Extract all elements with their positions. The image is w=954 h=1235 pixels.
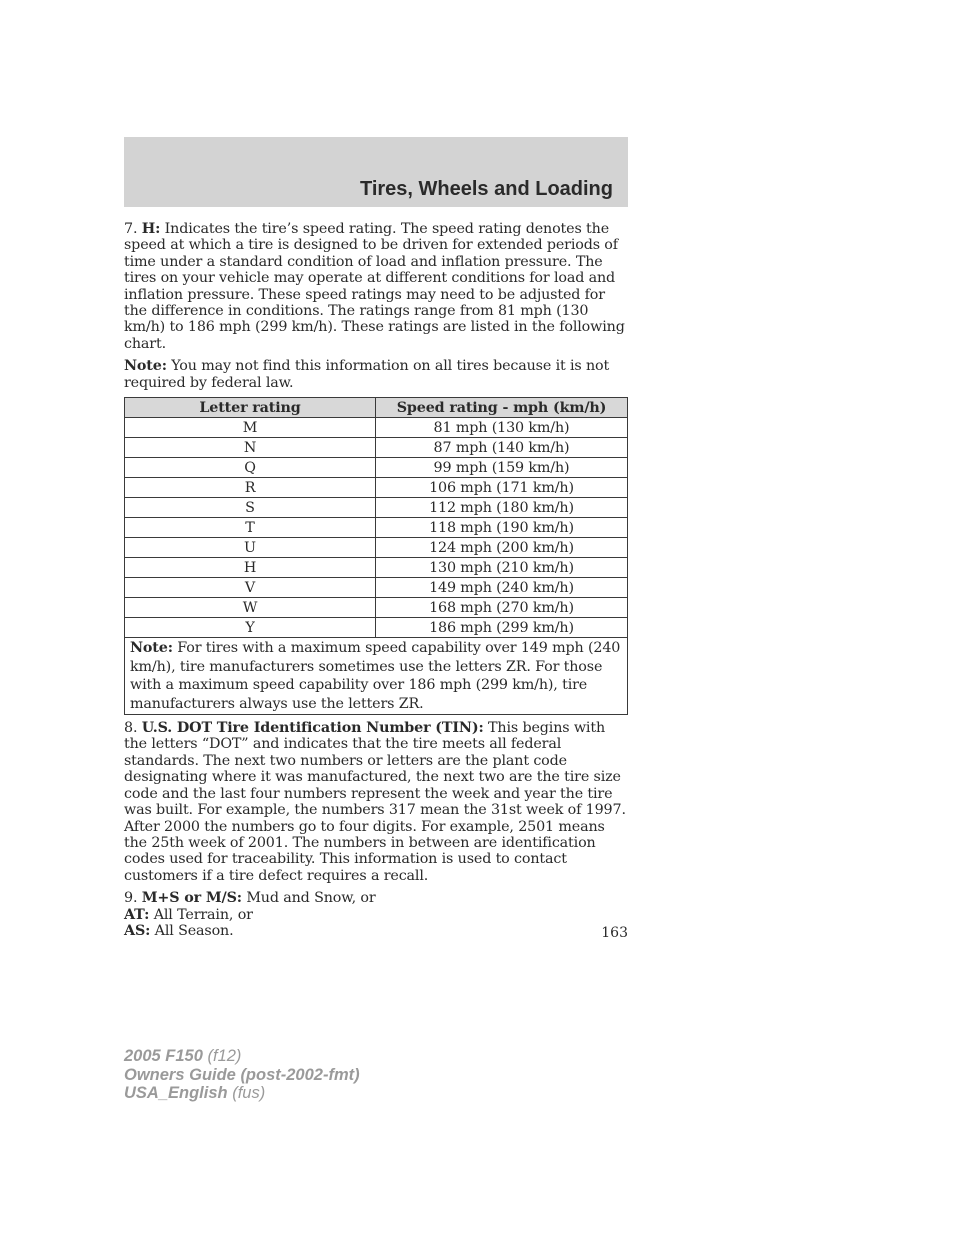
table-row <box>125 538 628 558</box>
letter-cell: R <box>125 478 376 498</box>
footer-line <box>124 1084 360 1103</box>
speed-cell: 112 mph (180 km/h) <box>376 498 628 518</box>
item-9-label: AT: <box>124 906 150 923</box>
document-footer <box>124 1047 360 1103</box>
page-number: 163 <box>601 925 628 941</box>
footer-language-code: (fus) <box>232 1084 266 1102</box>
table-row <box>125 418 628 438</box>
table-note-cell <box>125 638 628 715</box>
speed-cell: 87 mph (140 km/h) <box>376 438 628 458</box>
letter-cell: S <box>125 498 376 518</box>
column-header-speed-rating: Speed rating - mph (km/h) <box>376 398 628 418</box>
item-7-label: H: <box>141 221 161 237</box>
item-9-label: AS: <box>124 922 151 939</box>
table-row <box>125 618 628 638</box>
table-row <box>125 438 628 458</box>
table-row <box>125 498 628 518</box>
table-note-row <box>125 638 628 715</box>
letter-cell: H <box>125 558 376 578</box>
speed-cell: 149 mph (240 km/h) <box>376 578 628 598</box>
item-9-number: 9. <box>124 890 138 907</box>
letter-cell: M <box>125 418 376 438</box>
speed-rating-table <box>124 397 628 715</box>
table-note-label: Note: <box>130 640 173 657</box>
speed-cell: 124 mph (200 km/h) <box>376 538 628 558</box>
speed-cell: 99 mph (159 km/h) <box>376 458 628 478</box>
speed-cell: 81 mph (130 km/h) <box>376 418 628 438</box>
letter-cell: N <box>125 438 376 458</box>
table-row <box>125 478 628 498</box>
section-header-band <box>124 137 628 207</box>
item-9-text: All Season. <box>154 922 234 939</box>
item-9-block <box>124 890 629 939</box>
speed-cell: 106 mph (171 km/h) <box>376 478 628 498</box>
letter-cell: U <box>125 538 376 558</box>
item-9-text: All Terrain, or <box>153 906 253 923</box>
speed-cell: 168 mph (270 km/h) <box>376 598 628 618</box>
item-9-label: M+S or M/S: <box>141 890 242 907</box>
item-8-text: This begins with the letters “DOT” and indicates that the tire meets all federal standards. The next two numbers or letters are the plant code designating where it was manufactured, the next two are the tire size code and the last four numbers represent the week and year the tire was built. For example, the numbers 317 mean the 31st week of 1997. After 2000 the numbers go to four digits. For example, 2501 means the 25th week of 2001. The numbers in between are identification codes used for traceability. This information is used to contact customers if a tire defect requires a recall. <box>124 720 626 884</box>
column-header-letter-rating: Letter rating <box>125 398 376 418</box>
item-8-label: U.S. DOT Tire Identification Number (TIN): <box>141 720 484 737</box>
table-note-text: For tires with a maximum speed capability over 149 mph (240 km/h), tire manufacturers sometimes use the letters ZR. For those with a maximum speed capability over 186 mph (299 km/h), tire manufacturers always use the letters ZR. <box>130 640 621 712</box>
item-8-number: 8. <box>124 720 138 737</box>
item-9-line <box>124 907 629 923</box>
note-text: You may not find this information on all tires because it is not required by federal law. <box>124 358 610 391</box>
note-paragraph <box>124 358 629 391</box>
footer-model-code: (f12) <box>207 1047 242 1065</box>
table-header-row <box>125 398 628 418</box>
speed-cell: 130 mph (210 km/h) <box>376 558 628 578</box>
item-9-text: Mud and Snow, or <box>246 890 376 907</box>
speed-cell: 186 mph (299 km/h) <box>376 618 628 638</box>
footer-line <box>124 1047 360 1066</box>
footer-line <box>124 1066 360 1085</box>
table-row <box>125 558 628 578</box>
section-title: Tires, Wheels and Loading <box>359 178 613 200</box>
note-label: Note: <box>124 358 167 375</box>
footer-language: USA_English <box>124 1084 228 1102</box>
item-9-line <box>124 890 629 906</box>
letter-cell: T <box>125 518 376 538</box>
letter-cell: Y <box>125 618 376 638</box>
item-7-text: Indicates the tire’s speed rating. The speed rating denotes the speed at which a tire is designed to be driven for extended periods of time under a standard condition of load and inflation pressure. The tires on your vehicle may operate at different conditions for load and inflation pressure. These speed ratings may need to be adjusted for the difference in conditions. The ratings range from 81 mph (130 km/h) to 186 mph (299 km/h). These ratings are listed in the following chart. <box>124 221 625 352</box>
letter-cell: W <box>125 598 376 618</box>
page-content <box>124 221 629 939</box>
letter-cell: V <box>125 578 376 598</box>
table-row <box>125 578 628 598</box>
item-9-line <box>124 923 629 939</box>
table-row <box>125 458 628 478</box>
table-row <box>125 598 628 618</box>
item-7-number: 7. <box>124 221 138 237</box>
speed-cell: 118 mph (190 km/h) <box>376 518 628 538</box>
footer-guide-name: Owners Guide (post-2002-fmt) <box>124 1065 360 1084</box>
letter-cell: Q <box>125 458 376 478</box>
item-7-paragraph <box>124 221 629 352</box>
item-8-paragraph <box>124 720 629 884</box>
table-row <box>125 518 628 538</box>
footer-model: 2005 F150 <box>124 1047 203 1065</box>
